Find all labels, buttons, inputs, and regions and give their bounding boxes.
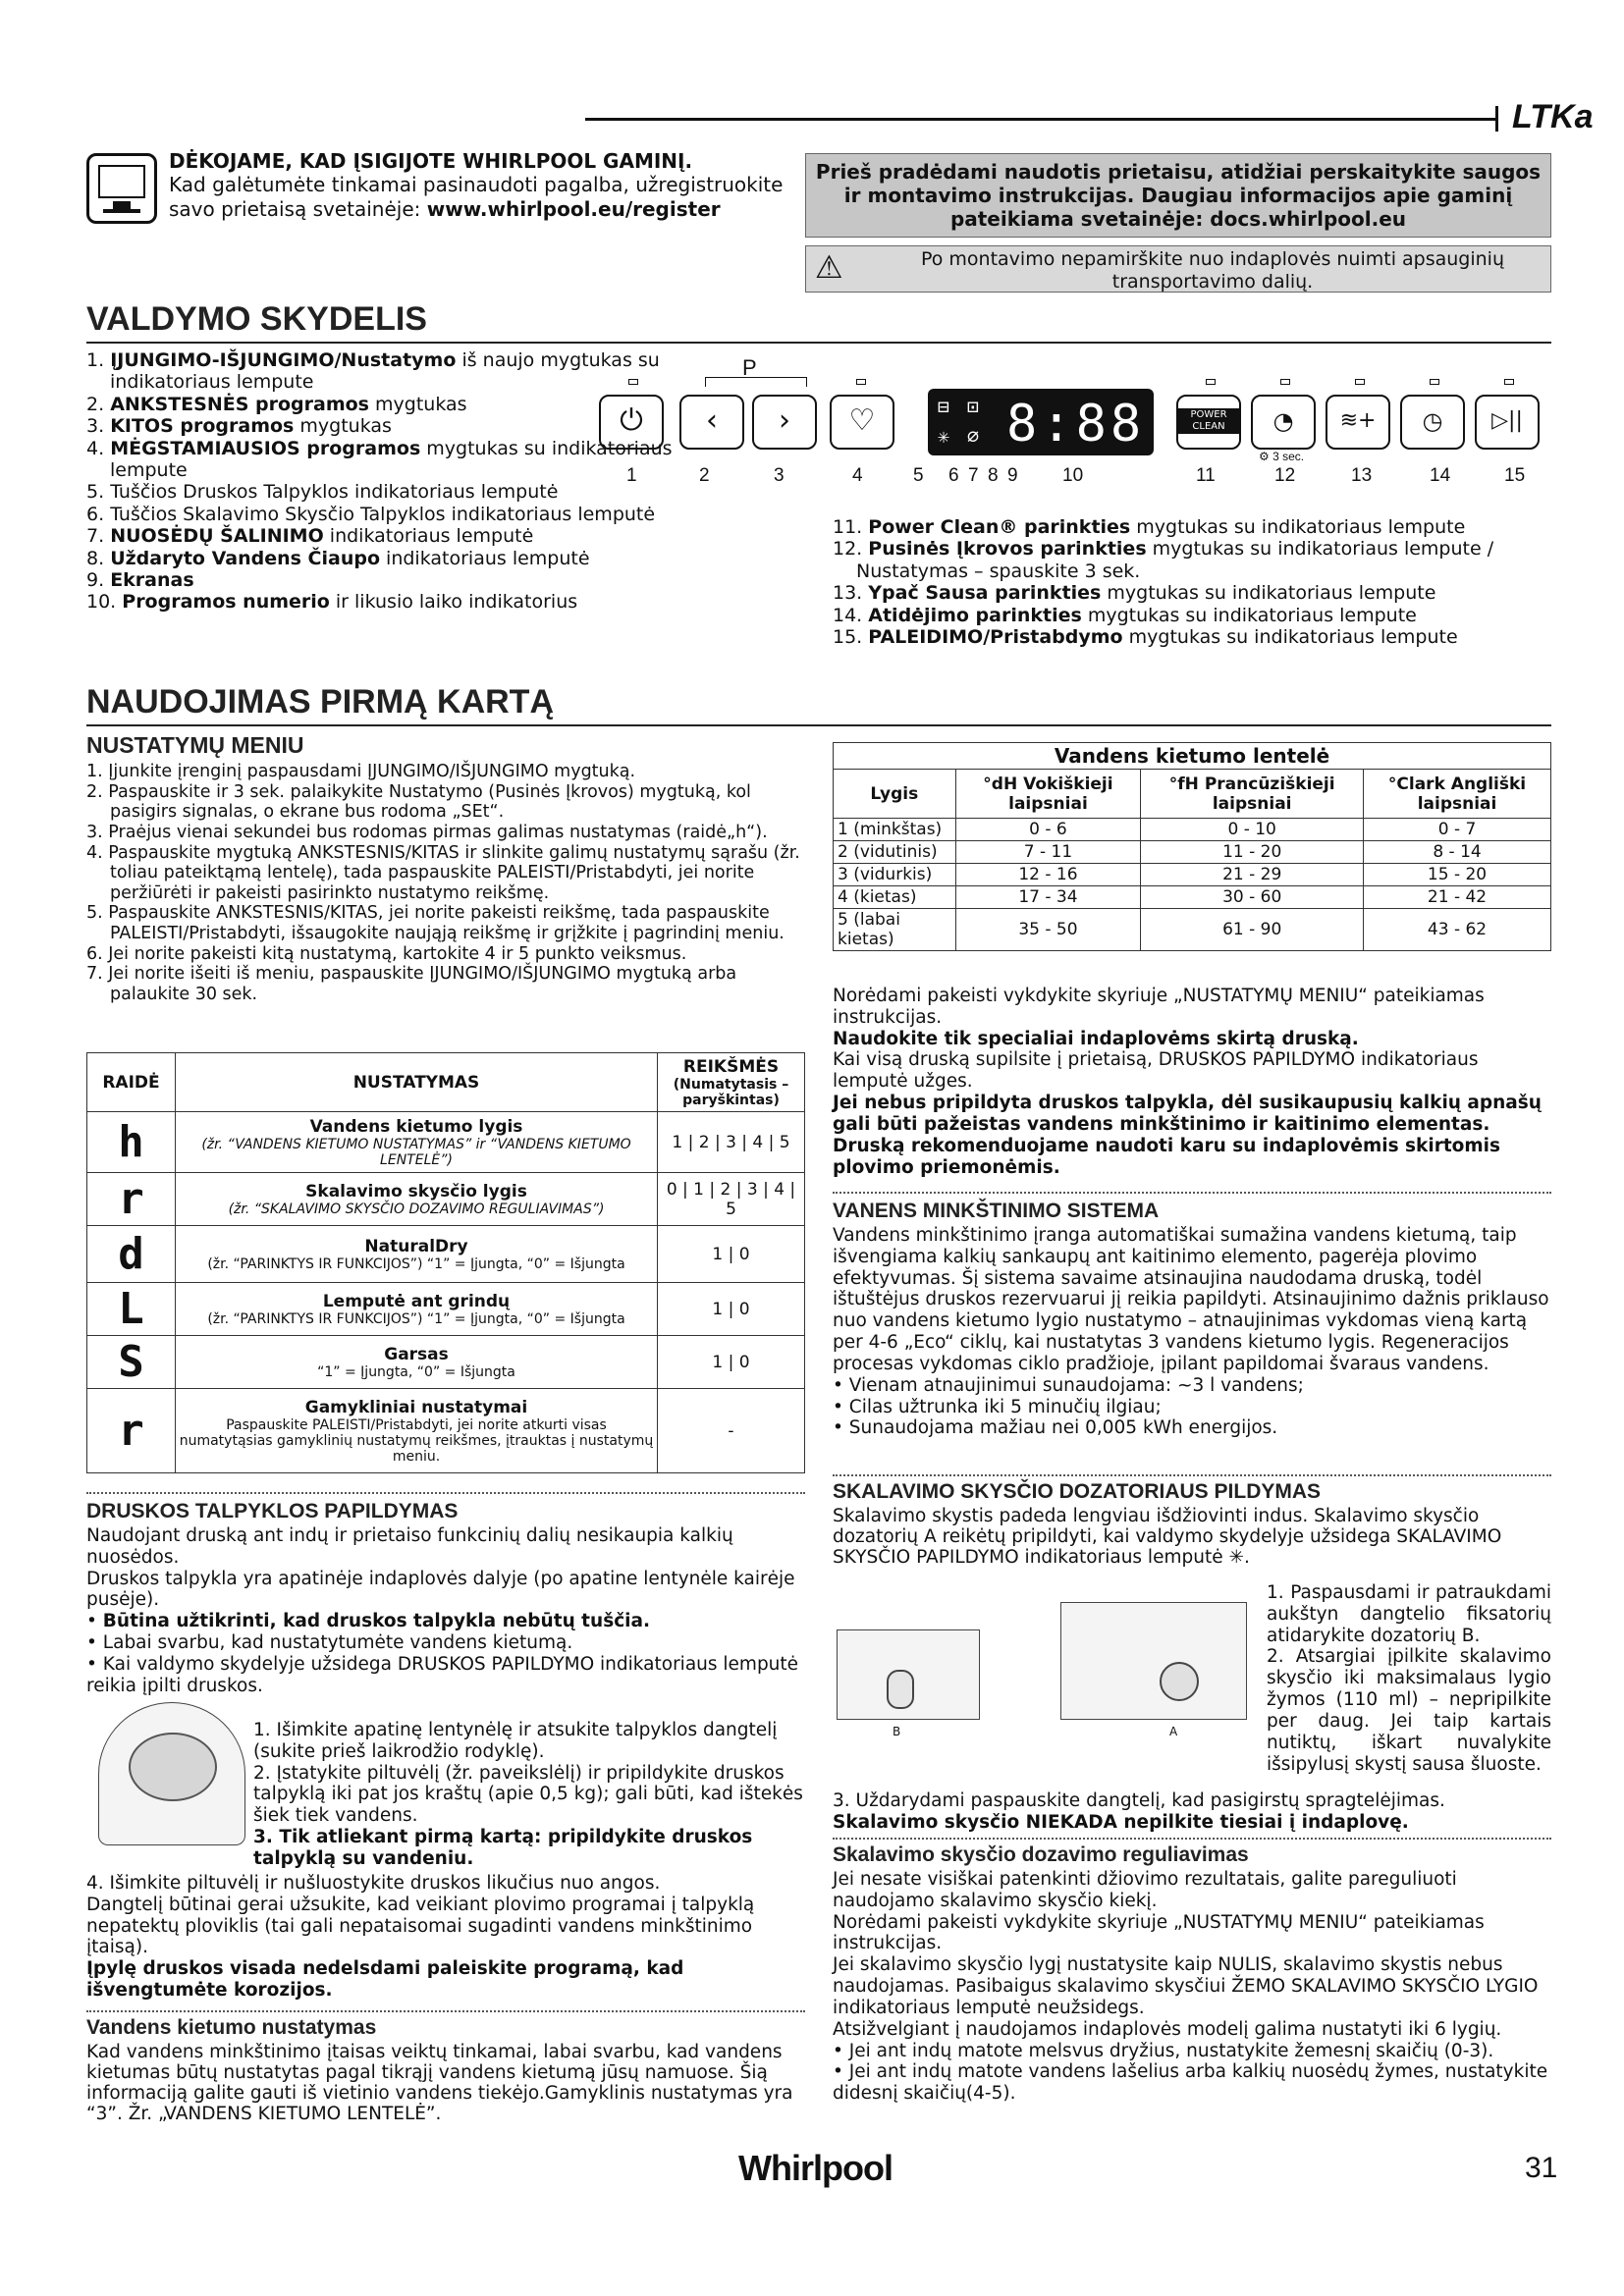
soft-bullet: • Cilas užtrunka iki 5 minučių ilgiau; (833, 1396, 1162, 1417)
fig-label-a: A (1169, 1725, 1178, 1738)
callout-number: 7 (968, 465, 979, 486)
legend-item: 8. Uždaryto Vandens Čiaupo indikatoriaus lemputė (86, 547, 590, 569)
extra-dry-button[interactable]: ≋+ (1326, 395, 1390, 450)
half-load-button[interactable]: ◔ (1251, 395, 1316, 450)
descale-icon: ✳ (938, 424, 950, 448)
salt-title: DRUSKOS TALPYKLOS PAPILDYMAS (86, 1500, 459, 1522)
hardness-setting-text: Kad vandens minkštinimo įtaisas veiktų tinkamai, labai svarbu, kad vandens kietumas būtų nustatytas pagal tikrąjį vandens kietumą jūsų namuose. Šią informaciją galite gauti iš vietinio vandens tiekėjo.Gamyklinis nustatymas yra “3”. Žr. „VANDENS KIETUMO LENTELĖ”. (86, 2042, 793, 2125)
legend-item: 5. Tuščios Druskos Talpyklos indikatoriaus lemputė (86, 481, 559, 504)
dotted-rule (833, 1838, 1551, 1840)
table-row: 5 (labai kietas) 35 - 50 61 - 90 43 - 62 (834, 909, 1551, 951)
start-pause-button[interactable]: ▷|| (1475, 395, 1540, 450)
menu-step: 6. Jei norite pakeisti kitą nustatymą, kartokite 4 ir 5 punkto veiksmus. (86, 943, 687, 964)
panel-legend-right (833, 516, 1559, 648)
rinse-dispenser-figure-closed (837, 1629, 980, 1738)
callout-number: 11 (1196, 465, 1216, 486)
menu-step: 5. Paspauskite ANKSTESNIS/KITAS, jei norite pakeisti reikšmę, tada paspauskite PALEISTI/Pristabdyti, išsaugokite naująją reikšmę ir grįžkite į pagrindinį meniu. (86, 903, 785, 944)
dotted-rule (86, 2010, 805, 2012)
control-panel-diagram (589, 355, 1571, 486)
p-bracket (705, 377, 807, 387)
salt-step: 3. Tik atliekant pirmą kartą: pripildykite druskos talpyklą su vandeniu. (253, 1827, 753, 1869)
favourite-button[interactable]: ♡ (830, 395, 894, 450)
values-cell: 1 | 0 (658, 1336, 805, 1389)
callout-number: 10 (1062, 465, 1084, 486)
rinse-step: 1. Paspausdami ir patraukdami aukštyn dangtelio fiksatorių atidarykite dozatorių B. (1267, 1582, 1551, 1646)
segment-glyph: r (87, 1389, 176, 1473)
soft-bullet: • Sunaudojama mažiau nei 0,005 kWh energijos. (833, 1417, 1278, 1439)
power-clean-label: POWER CLEAN (1178, 408, 1239, 434)
section-rule (86, 724, 1551, 726)
hardness-table-title: Vandens kietumo lentelė (834, 743, 1551, 770)
segment-glyph: L (87, 1283, 176, 1336)
salt-step: 1. Išimkite apatinę lentynėlę ir atsukite talpyklos dangtelį (sukite prieš laikrodžio rodyklę). (253, 1720, 778, 1762)
softening-title: VANENS MINKŠTINIMO SISTEMA (833, 1200, 1160, 1222)
settings-menu-title: NUSTATYMŲ MENIU (86, 732, 304, 758)
display-screen (928, 389, 1154, 455)
legend-item: 14. Atidėjimo parinkties mygtukas su indikatoriaus lempute (833, 604, 1417, 626)
indicator-led (628, 379, 638, 385)
thanks-body: Kad galėtumėte tinkamai pasinaudoti pagalba, užregistruokite savo prietaisą svetainėje: (169, 173, 784, 221)
legend-item: 11. Power Clean® parinkties mygtukas su indikatoriaus lempute (833, 516, 1466, 538)
col-level: Lygis (834, 770, 956, 819)
hardness-table (833, 742, 1551, 951)
salt-icon: ⊟ (938, 395, 950, 418)
legend-item: 7. NUOSĖDŲ ŠALINIMO indikatoriaus lemputė (86, 525, 534, 548)
first-use-title: NAUDOJIMAS PIRMĄ KARTĄ (86, 683, 554, 721)
monitor-icon (86, 153, 157, 224)
menu-step: 3. Praėjus vienai sekundei bus rodomas pirmas galimas nustatymas (raidė„h“). (86, 822, 768, 842)
table-row (87, 1173, 805, 1226)
power-button[interactable]: ⏻ (599, 395, 664, 450)
tap-closed-icon: ∅ (967, 424, 980, 448)
legend-item: 13. Ypač Sausa parinkties mygtukas su indikatoriaus lempute (833, 582, 1436, 605)
three-sec-note: ⚙ 3 sec. (1259, 450, 1305, 463)
callout-number: 13 (1351, 465, 1373, 486)
fig-label-b: B (893, 1725, 901, 1738)
section-rule (86, 342, 1551, 344)
callout-number: 9 (1007, 465, 1018, 486)
legend-item: 12. Pusinės Įkrovos parinkties mygtukas su indikatoriaus lempute / Nustatymas – spauskite 3 sek. (833, 538, 1494, 582)
values-cell: 0 | 1 | 2 | 3 | 4 | 5 (658, 1173, 805, 1226)
dotted-rule (86, 1492, 805, 1494)
settings-table (86, 1052, 805, 1473)
segment-glyph: S (87, 1336, 176, 1389)
callout-number: 2 (699, 465, 710, 486)
setting-cell: Vandens kietumo lygis (žr. “VANDENS KIETUMO NUSTATYMAS” ir “VANDENS KIETUMO LENTELĖ”) (176, 1112, 658, 1173)
legend-item: 9. Ekranas (86, 569, 194, 592)
salt-bullet: • Būtina užtikrinti, kad druskos talpykla nebūtų tuščia. (86, 1611, 651, 1632)
dose-title: Skalavimo skysčio dozavimo reguliavimas (833, 1843, 1249, 1866)
legend-item: 4. MĖGSTAMIAUSIOS programos mygtukas su indikatoriaus lempute (86, 437, 673, 482)
rinse-icon: ⊡ (967, 395, 980, 418)
segment-glyph: h (87, 1112, 176, 1173)
salt-funnel-figure (98, 1702, 245, 1845)
segment-glyph: d (87, 1226, 176, 1283)
legend-item: 15. PALEIDIMO/Pristabdymo mygtukas su indikatoriaus lempute (833, 626, 1458, 649)
rinse-title: SKALAVIMO SKYSČIO DOZATORIAUS PILDYMAS (833, 1480, 1322, 1503)
menu-step: 2. Paspauskite ir 3 sek. palaikykite Nustatymo (Pusinės Įkrovos) mygtuką, kol pasigirs signalas, o ekrane bus rodoma „SEt“. (86, 781, 751, 823)
setting-cell: Gamykliniai nustatymai Paspauskite PALEISTI/Pristabdyti, jei norite atkurti visas numatytąsias gamyklinių nustatymų reikšmes, įtrauktas į nustatymų meniu. (176, 1389, 658, 1473)
menu-step: 1. Įjunkite įrenginį paspausdami ĮJUNGIMO/IŠJUNGIMO mygtuką. (86, 762, 636, 781)
col-dh: °dH Vokiškieji laipsniai (955, 770, 1141, 819)
indicator-led (1355, 379, 1365, 385)
legend-item: 3. KITOS programos mygtukas (86, 415, 392, 438)
legend-item: 10. Programos numerio ir likusio laiko indikatorius (86, 591, 578, 614)
language-code: LTKa (1512, 98, 1594, 135)
control-panel-title: VALDYMO SKYDELIS (86, 300, 427, 338)
setting-cell: NaturalDry (žr. “PARINKTYS IR FUNKCIJOS”) “1” = Įjungta, “0” = Išjungta (176, 1226, 658, 1283)
table-row (87, 1336, 805, 1389)
values-cell: 1 | 0 (658, 1226, 805, 1283)
table-row (87, 1226, 805, 1283)
salt-bullet: • Kai valdymo skydelyje užsidega DRUSKOS PAPILDYMO indikatoriaus lemputė reikia įpilti druskos. (86, 1653, 799, 1696)
indicator-led (1206, 379, 1216, 385)
table-row (87, 1283, 805, 1336)
col-letter: RAIDĖ (87, 1053, 176, 1112)
table-row: 3 (vidurkis) 12 - 16 21 - 29 15 - 20 (834, 864, 1551, 886)
values-cell: 1 | 2 | 3 | 4 | 5 (658, 1112, 805, 1173)
col-fh: °fH Prancūziškieji laipsniai (1141, 770, 1364, 819)
indicator-led (1430, 379, 1439, 385)
table-row (87, 1389, 805, 1473)
callout-number: 1 (626, 465, 637, 486)
setting-cell: Skalavimo skysčio lygis (žr. “SKALAVIMO SKYSČIO DOZAVIMO REGULIAVIMAS”) (176, 1173, 658, 1226)
callout-number: 15 (1504, 465, 1526, 486)
delay-button[interactable]: ◷ (1400, 395, 1465, 450)
thanks-block (169, 149, 797, 221)
header-rule (585, 118, 1498, 121)
indicator-led (856, 379, 866, 385)
next-button[interactable]: › (752, 395, 817, 450)
values-cell: - (658, 1389, 805, 1473)
table-row: 4 (kietas) 17 - 34 30 - 60 21 - 42 (834, 886, 1551, 909)
callout-number: 8 (988, 465, 999, 486)
table-row: 2 (vidutinis) 7 - 11 11 - 20 8 - 14 (834, 841, 1551, 864)
callout-number: 5 (913, 465, 924, 486)
callout-number: 3 (774, 465, 785, 486)
whirlpool-logo: Whirlpool (738, 2148, 893, 2188)
register-link[interactable]: www.whirlpool.eu/register (426, 196, 721, 221)
setting-cell: Garsas “1” = Įjungta, “0” = Išjungta (176, 1336, 658, 1389)
salt-steps (253, 1720, 805, 1870)
dose-bullet: • Jei ant indų matote vandens lašelius arba kalkių nuosėdų žymes, nustatykite didesnį skaičių(4-5). (833, 2061, 1548, 2105)
col-values: REIKŠMĖS (Numatytasis – paryškintas) (658, 1053, 805, 1112)
rinse-indicator-icon: ✳ (1228, 1547, 1244, 1569)
setting-cell: Lemputė ant grindų (žr. “PARINKTYS IR FUNKCIJOS”) “1” = Įjungta, “0” = Išjungta (176, 1283, 658, 1336)
dose-text: Jei nesate visiškai patenkinti džiovimo rezultatais, galite pareguliuoti naudojamo skalavimo skysčio kiekį. Norėdami pakeisti vykdykite skyriuje „NUSTATYMŲ MENIU“ pateikiamas instrukcijas. Jei skalavimo skysčio lygį nustatysite kaip NULIS, skalavimo skystis nebus naudojamas. Pasibaigus skalavimo skysčiui ŽEMO SKALAVIMO SKYSČIO LYGIO indikatoriaus lemputė neužsidegs. Atsižvelgiant į naudojamos indaplovės modelį galima nustatyti iki 6 lygių. • Jei ant indų matote melsvus dryžius, nustatykite žemesnį skaičių (0-3). • Jei ant indų matote vandens lašelius arba kalkių nuosėdų žymes, nustatykite didesnį skaičių(4-5). (833, 1869, 1551, 2105)
menu-step: 7. Jei norite išeiti iš meniu, paspauskite ĮJUNGIMO/IŠJUNGIMO mygtuką arba palaukite 30 sek. (86, 964, 737, 1005)
page-number: 31 (1525, 2152, 1558, 2184)
salt-step: 2. Įstatykite piltuvėlį (žr. paveikslėlį) ir pripildykite druskos talpyklą iki pat jos kraštų (apie 0,5 kg); gali būti, kad ištekės šiek tiek vandens. (253, 1762, 803, 1827)
hardness-setting-title: Vandens kietumo nustatymas (86, 2016, 377, 2039)
legend-item: 1. ĮJUNGIMO-IŠJUNGIMO/Nustatymo iš naujo mygtukas su indikatoriaus lempute (86, 349, 660, 394)
settings-menu-steps (86, 762, 803, 1005)
col-clark: °Clark Angliški laipsniai (1364, 770, 1551, 819)
rinse-dispenser-figure-open (1060, 1602, 1247, 1738)
rinse-close: 3. Uždarydami paspauskite dangtelį, kad pasigirstų spragtelėjimas. Skalavimo skysčio NIEKADA nepilkite tiesiai į indaplovę. (833, 1790, 1445, 1833)
salt-notes: Norėdami pakeisti vykdykite skyriuje „NUSTATYMŲ MENIU“ pateikiamas instrukcijas. Naudokite tik specialiai indaplovėms skirtą druską. Kai visą druską supilsite į prietaisą, DRUSKOS PAPILDYMO indikatoriaus lemputė užges. Jei nebus pripildyta druskos talpykla, dėl susikaupusių kalkių apnašų gali būti pažeistas vandens minkštinimo ir kaitinimo elementas. Druską rekomenduojame naudoti karu su indaplovėmis skirtomis plovimo priemonėmis. (833, 986, 1542, 1178)
callout-number: 4 (852, 465, 863, 486)
indicator-led (1280, 379, 1290, 385)
soft-bullet: • Vienam atnaujinimui sunaudojama: ~3 l vandens; (833, 1374, 1304, 1396)
salt-bullet: • Labai svarbu, kad nustatytumėte vandens kietumą. (86, 1632, 573, 1654)
dotted-rule (833, 1192, 1551, 1194)
callout-number: 14 (1430, 465, 1451, 486)
p-label: P (742, 355, 757, 380)
col-setting: NUSTATYMAS (176, 1053, 658, 1112)
rinse-text: Skalavimo skystis padeda lengviau išdžiovinti indus. Skalavimo skysčio dozatorių A reikėtų pripildyti, kai valdymo skydelyje užsidega SKALAVIMO SKYSČIO PAPILDYMO indikatoriaus lemputė ✳. (833, 1506, 1502, 1569)
transport-warning: Po montavimo nepamirškite nuo indaplovės nuimti apsauginių transportavimo dalių. (805, 245, 1551, 293)
warning-triangle-icon: ⚠ (815, 248, 843, 286)
power-clean-button[interactable] (1176, 395, 1241, 450)
softening-text: Vandens minkštinimo įranga automatiškai sumažina vandens kietumą, taip išvengiama kalkių sankaupų ant kaitinimo elemento, pagerėja plovimo efektyvumas. Šį sistema savaime atsinaujina naudodama druską, todėl ištuštėjus druskos rezervuarui jį reikia papildyti. Atsinaujinimo dažnis priklauso nuo vandens kietumo lygio nustatymo – atnaujinimas vykdomas vieną kartą per 4-6 „Eco“ ciklų, kai nustatytas 3 vandens kietumo lygis. Regeneracijos procesas vykdomas ciklo pradžioje, įpilant papildomai švaraus vandens. • Vienam atnaujinimui sunaudojama: ~3 l vandens; • Cilas užtrunka iki 5 minučių ilgiau; • Sunaudojama mažiau nei 0,005 kWh energijos. (833, 1225, 1551, 1439)
header-tick (1495, 106, 1498, 132)
rinse-steps (1267, 1582, 1551, 1775)
dotted-rule (833, 1474, 1551, 1476)
dose-bullet: • Jei ant indų matote melsvus dryžius, nustatykite žemesnį skaičių (0-3). (833, 2040, 1494, 2061)
safety-notice: Prieš pradėdami naudotis prietaisu, atidžiai perskaitykite saugos ir montavimo instrukcijas. Daugiau informacijos apie gaminį pateikiama svetainėje: docs.whirlpool.eu (805, 153, 1551, 238)
table-row: 1 (minkštas) 0 - 6 0 - 10 0 - 7 (834, 819, 1551, 841)
salt-text-bottom: 4. Išimkite piltuvėlį ir nušluostykite druskos likučius nuo angos. Dangtelį būtinai gerai užsukite, kad veikiant plovimo programai į talpyklą nepatektų ploviklis (tai gali nepataisomai sugadinti vandens minkštinimo įtaisą). Įpylę druskos visada nedelsdami paleiskite programą, kad išvengtumėte korozijos. (86, 1873, 755, 2002)
menu-step: 4. Paspauskite mygtuką ANKSTESNIS/KITAS ir slinkite galimų nustatymų sąrašu (žr. toliau pateiktąmą lentelę), tada paspauskite PALEISTI/Pristabdyti, jei norite peržiūrėti ir pakeisti pasirinkto nustatymo reikšmę. (86, 842, 800, 903)
previous-button[interactable]: ‹ (679, 395, 744, 450)
indicator-led (1504, 379, 1514, 385)
rinse-step: 2. Atsargiai įpilkite skalavimo skysčio iki maksimalaus lygio žymos (110 ml) – nepripilkite per daug. Jei taip kartais nutiktų, iškart nuvalykite išsipylusį skystį sausa šluoste. (1267, 1646, 1551, 1775)
values-cell: 1 | 0 (658, 1283, 805, 1336)
salt-text: Naudojant druską ant indų ir prietaiso funkcinių dalių nesikaupia kalkių nuosėdos. Druskos talpykla yra apatinėje indaplovės dalyje (po apatine lentynėle kairėje pusėje). • Būtina užtikrinti, kad druskos talpykla nebūtų tuščia. • Labai svarbu, kad nustatytumėte vandens kietumą. • Kai valdymo skydelyje užsidega DRUSKOS PAPILDYMO indikatoriaus lemputė reikia įpilti druskos. (86, 1525, 805, 1697)
callout-number: 6 (948, 465, 959, 486)
time-display: 8:88 (1006, 395, 1146, 454)
table-row (87, 1112, 805, 1173)
callout-number: 12 (1274, 465, 1296, 486)
legend-item: 6. Tuščios Skalavimo Skysčio Talpyklos indikatoriaus lemputė (86, 503, 656, 525)
segment-glyph: r (87, 1173, 176, 1226)
legend-item: 2. ANKSTESNĖS programos mygtukas (86, 393, 467, 415)
thanks-title: DĖKOJAME, KAD ĮSIGIJOTE WHIRLPOOL GAMINĮ. (169, 149, 693, 173)
